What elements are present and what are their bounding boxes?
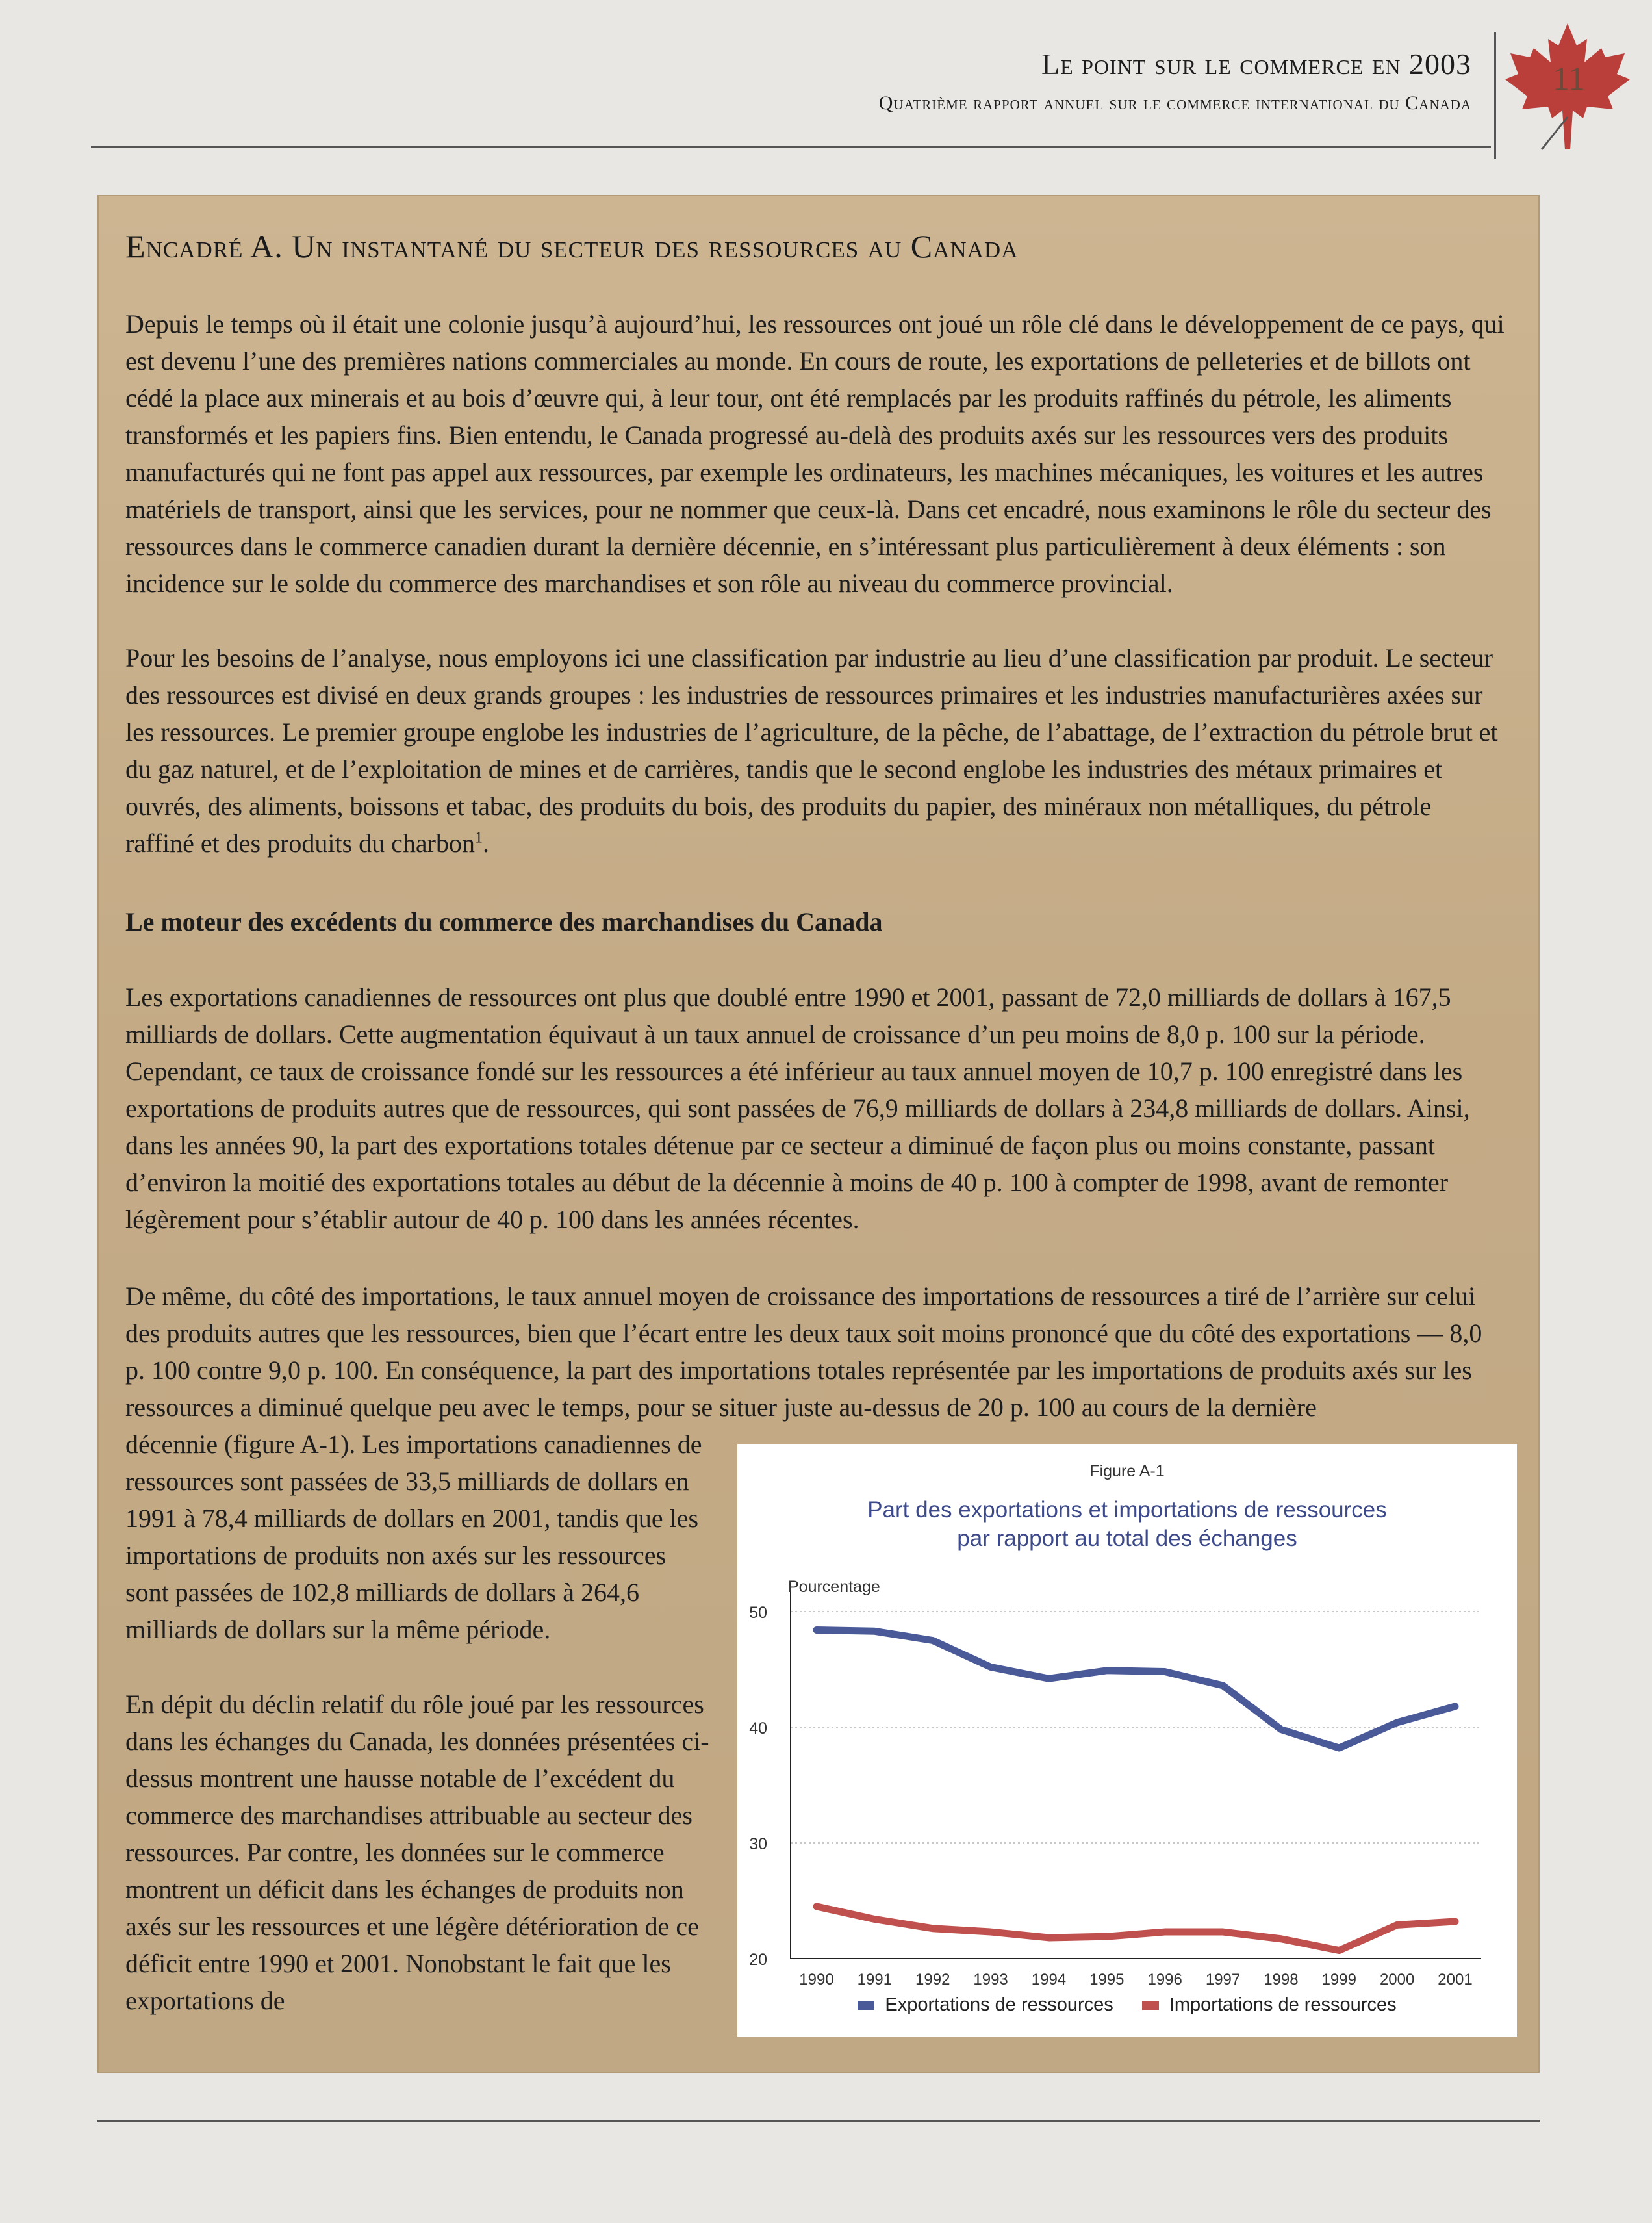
data-point bbox=[1280, 1938, 1282, 1940]
y-tick-label: 40 bbox=[749, 1719, 767, 1738]
data-point bbox=[1397, 1924, 1398, 1925]
x-tick-label: 1994 bbox=[1031, 1971, 1067, 1988]
y-tick-label: 30 bbox=[749, 1835, 767, 1853]
figure-title-line-1: Part des exportations et importations de ressources bbox=[867, 1497, 1387, 1523]
x-tick-label: 2000 bbox=[1379, 1971, 1415, 1988]
figure-a1 bbox=[737, 1444, 1517, 2037]
series-line-2 bbox=[817, 1907, 1455, 1951]
data-point bbox=[1048, 1937, 1049, 1938]
figure-label: Figure A-1 bbox=[1089, 1462, 1165, 1480]
y-axis-label: Pourcentage bbox=[788, 1578, 880, 1596]
data-point bbox=[816, 1906, 817, 1907]
data-point bbox=[1223, 1685, 1224, 1686]
data-point bbox=[932, 1928, 934, 1929]
box-title: Encadré A. Un instantané du secteur des ressources au Canada bbox=[125, 228, 1019, 264]
legend-swatch bbox=[1142, 2001, 1159, 2010]
page-number: 11 bbox=[1552, 60, 1586, 97]
paragraph-2-end: . bbox=[483, 829, 489, 858]
data-point bbox=[874, 1630, 875, 1632]
data-point bbox=[874, 1918, 875, 1920]
paragraph-1: Depuis le temps où il était une colonie jusqu’à aujourd’hui, les ressources ont joué un rôle clé dans le développement de ce pays, qui est devenu l’une des premières nations commerciales au monde. En cours de route, les exportations de pelleteries et de billots ont cédé la place aux minerais et au bois d’œuvre qui, à leur tour, ont été remplacés par les produits raffinés du pétrole, les aliments transformés et les papiers fins. Bien entendu, le Canada progressé au-delà des produits axés sur les ressources vers des produits manufacturés qui ne font pas appel aux ressources, par exemple les ordinateurs, les machines mécaniques, les voitures et les autres matériels de transport, ainsi que les services, pour ne nommer que ceux-là. Dans cet encadré, nous examinons le rôle du secteur des ressources dans le commerce canadien durant la dernière décennie, en s’intéressant plus particulièrement à deux éléments : son incidence sur le solde du commerce des marchandises et son rôle au niveau du commerce provincial. bbox=[125, 309, 1505, 598]
x-tick-label: 1998 bbox=[1264, 1971, 1299, 1988]
x-tick-label: 1995 bbox=[1089, 1971, 1125, 1988]
header-vertical-rule bbox=[1494, 32, 1496, 159]
x-tick-label: 1999 bbox=[1321, 1971, 1356, 1988]
legend-swatch bbox=[858, 2001, 874, 2010]
x-tick-label: 1996 bbox=[1147, 1971, 1182, 1988]
paragraph-3: Les exportations canadiennes de ressources ont plus que doublé entre 1990 et 2001, passant de 72,0 milliards de dollars à 167,5 milliards de dollars. Cette augmentation équivaut à un taux annuel de croissance d’un peu moins de 8,0 p. 100 sur la période. Cependant, ce taux de croissance fondé sur les ressources a été inférieur au taux annuel moyen de 10,7 p. 100 enregistré dans les exportations de produits autres que de ressources, qui sont passées de 76,9 milliards de dollars à 234,8 milliards de dollars. Ainsi, dans les années 90, la part des exportations totales détenue par ce secteur a diminué de façon plus ou moins constante, passant d’environ la moitié des exportations totales au début de la décennie à moins de 40 p. 100 à compter de 1998, avant de remonter légèrement pour s’établir autour de 40 p. 100 dans les années récentes. bbox=[125, 983, 1470, 1234]
data-point bbox=[1106, 1670, 1108, 1671]
legend-item-1 bbox=[858, 1994, 1113, 2016]
paragraph-4: De même, du côté des importations, le taux annuel moyen de croissance des importations de ressources a tiré de l’arrière sur celui des produits autres que les ressources, bien que l’écart entre les deux taux soit moins prononcé que du côté des exportations — 8,0 p. 100 contre 9,0 p. 100. En conséquence, la part des importations totales représentée par les importations de produits axés sur les ressources a diminué quelque peu avec le temps, pour se situer juste au-dessus de 20 p. 100 au cours de la dernière bbox=[125, 1281, 1482, 1422]
x-tick-label: 1991 bbox=[857, 1971, 893, 1988]
data-point bbox=[1338, 1950, 1340, 1951]
data-point bbox=[816, 1629, 817, 1630]
data-point bbox=[990, 1666, 991, 1667]
data-point bbox=[1338, 1747, 1340, 1749]
header-subtitle: Quatrième rapport annuel sur le commerce international du Canada bbox=[878, 92, 1471, 114]
x-tick-label: 2001 bbox=[1438, 1971, 1473, 1988]
series-line-1 bbox=[817, 1630, 1455, 1748]
data-point bbox=[932, 1640, 934, 1641]
footer-rule bbox=[97, 2120, 1540, 2122]
x-tick-label: 1993 bbox=[973, 1971, 1008, 1988]
paragraph-2 bbox=[125, 639, 1506, 862]
x-tick-label: 1992 bbox=[915, 1971, 950, 1988]
data-point bbox=[1048, 1678, 1049, 1679]
chart-legend bbox=[737, 1994, 1517, 2016]
data-point bbox=[1455, 1706, 1456, 1707]
figure-title-line-2: par rapport au total des échanges bbox=[957, 1526, 1297, 1551]
header-title: Le point sur le commerce en 2003 bbox=[1041, 47, 1471, 81]
section-subheading: Le moteur des excédents du commerce des marchandises du Canada bbox=[125, 907, 883, 936]
legend-label: Importations de ressources bbox=[1169, 1994, 1397, 2015]
paragraph-4-continued: décennie (figure A-1). Les importations canadiennes de ressources sont passées de 33,5 milliards de dollars en 1991 à 78,4 milliards de dollars en 2001, tandis que les importations de produits non axés sur les ressources sont passées de 102,8 milliards de dollars à 264,6 milliards de dollars sur la même période. bbox=[125, 1430, 702, 1644]
data-point bbox=[1164, 1671, 1165, 1673]
y-tick-label: 20 bbox=[749, 1951, 767, 1969]
data-point bbox=[990, 1931, 991, 1933]
legend-item-2 bbox=[1142, 1994, 1397, 2016]
line-chart bbox=[737, 1444, 1517, 2037]
data-point bbox=[1280, 1729, 1282, 1730]
paragraph-2-text: Pour les besoins de l’analyse, nous employons ici une classification par industrie au lieu d’une classification par produit. Le secteur des ressources est divisé en deux grands groupes : les industries de ressources primaires et les industries manufacturières axées sur les ressources. Le premier groupe englobe les industries de l’agriculture, de la pêche, de l’abattage, de l’extraction du pétrole brut et du gaz naturel, et de l’exploitation de mines et de carrières, tandis que le second englobe les industries des métaux primaires et ouvrés, des aliments, boissons et tabac, des produits du bois, des produits du papier, des minéraux non métalliques, du pétrole raffiné et des produits du charbon bbox=[125, 643, 1498, 858]
data-point bbox=[1223, 1931, 1224, 1933]
data-point bbox=[1164, 1931, 1165, 1933]
data-point bbox=[1455, 1921, 1456, 1922]
paragraph-5: En dépit du déclin relatif du rôle joué par les ressources dans les échanges du Canada, les données présentées ci-dessus montrent une hausse notable de l’excédent du commerce des marchandises attribuable au secteur des ressources. Par contre, les données sur le commerce montrent un déficit dans les échanges de produits non axés sur les ressources et une légère détérioration de ce déficit entre 1990 et 2001. Nonobstant le fait que les exportations de bbox=[125, 1690, 709, 2015]
legend-label: Exportations de ressources bbox=[885, 1994, 1113, 2015]
header-rule bbox=[91, 146, 1491, 148]
data-point bbox=[1106, 1936, 1108, 1937]
footnote-marker: 1 bbox=[475, 829, 483, 847]
data-point bbox=[1397, 1722, 1398, 1723]
x-tick-label: 1997 bbox=[1205, 1971, 1241, 1988]
x-tick-label: 1990 bbox=[799, 1971, 834, 1988]
y-tick-label: 50 bbox=[749, 1604, 767, 1622]
